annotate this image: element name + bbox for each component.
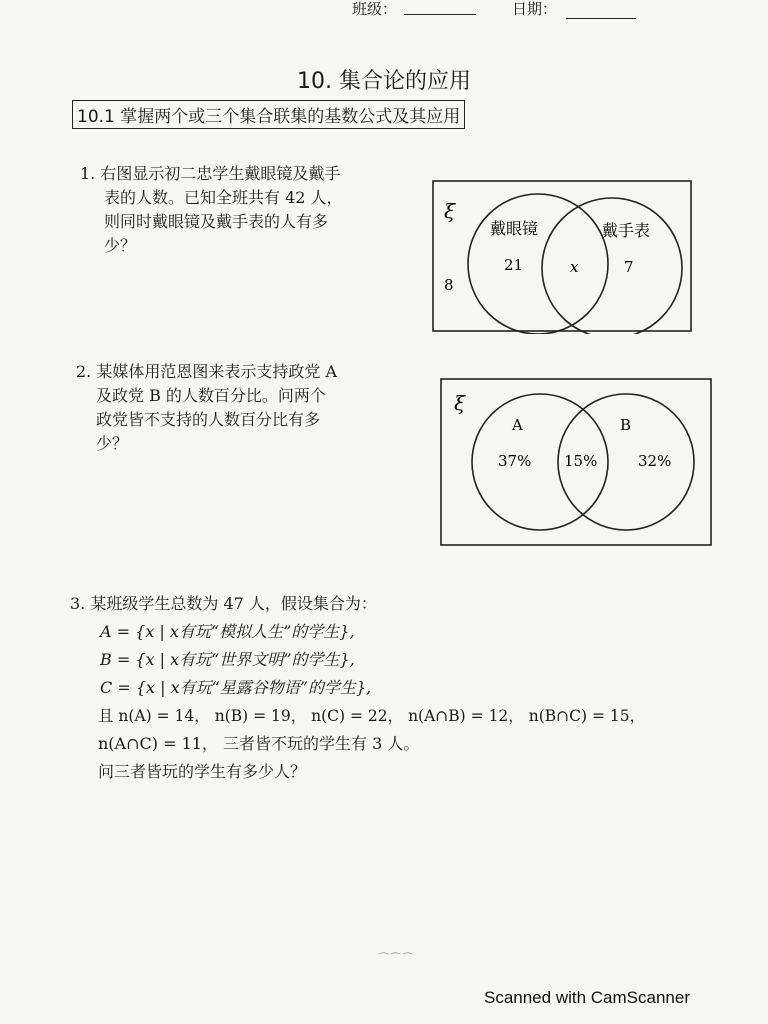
- a-only-value: 37%: [498, 452, 532, 470]
- class-blank[interactable]: [404, 14, 476, 15]
- venn-diagram-2: [438, 376, 714, 548]
- set-c-definition: C = {x | x有玩“星露谷物语”的学生},: [100, 678, 372, 697]
- set-a-definition: A = {x | x有玩“模拟人生”的学生},: [100, 622, 355, 641]
- intersection-value: 15%: [564, 452, 598, 470]
- right-value: 7: [624, 258, 634, 276]
- venn-diagram-1: [430, 178, 696, 334]
- q1-line: 表的人数。已知全班共有 42 人，: [104, 188, 343, 207]
- q3-intro: 3. 某班级学生总数为 47 人，假设集合为：: [70, 594, 377, 613]
- set-a-label: A: [512, 416, 523, 434]
- date-blank[interactable]: [566, 18, 636, 19]
- b-only-value: 32%: [638, 452, 672, 470]
- universe-box: [433, 181, 691, 331]
- left-set-label: 戴眼镜: [490, 219, 539, 238]
- right-set-circle: [542, 198, 682, 334]
- universe-symbol: ξ: [454, 391, 466, 415]
- universe-symbol: ξ: [444, 199, 456, 223]
- scanner-watermark: Scanned with CamScanner: [483, 988, 690, 1007]
- right-set-label: 戴手表: [602, 221, 651, 240]
- set-b-definition: B = {x | x有玩“世界文明”的学生},: [100, 650, 355, 669]
- page-footer-mark: ⌒⌒⌒: [378, 952, 414, 965]
- question-1: [80, 162, 343, 258]
- q2-line: 及政党 B 的人数百分比。问两个: [96, 386, 326, 405]
- question-2: [76, 360, 337, 456]
- left-set-circle: [468, 194, 608, 334]
- cardinalities-line: 且 n(A) = 14， n(B) = 19， n(C) = 22， n(A∩B) = 12， n(B∩C) = 15，: [98, 707, 646, 725]
- q2-line: 2. 某媒体用范恩图来表示支持政党 A: [76, 362, 337, 381]
- q1-line: 则同时戴眼镜及戴手表的人有多: [104, 212, 329, 231]
- cardinalities-line-2: n(A∩C) = 11， 三者皆不玩的学生有 3 人。: [98, 734, 420, 753]
- set-b-label: B: [620, 416, 632, 434]
- q1-line: 少？: [104, 236, 137, 255]
- date-label: 日期：: [512, 0, 558, 18]
- q2-line: 政党皆不支持的人数百分比有多: [96, 410, 321, 429]
- section-heading: 10.1 掌握两个或三个集合联集的基数公式及其应用: [72, 100, 465, 129]
- q2-line: 少？: [96, 434, 129, 453]
- q3-question: 问三者皆玩的学生有多少人？: [98, 762, 307, 781]
- question-3: [70, 590, 645, 786]
- left-value: 21: [504, 256, 524, 274]
- outside-value: 8: [444, 276, 454, 294]
- class-label: 班级：: [352, 0, 398, 18]
- page-title: 10. 集合论的应用: [297, 69, 471, 94]
- middle-value: x: [570, 258, 579, 276]
- q1-line: 1. 右图显示初二忠学生戴眼镜及戴手: [80, 164, 341, 183]
